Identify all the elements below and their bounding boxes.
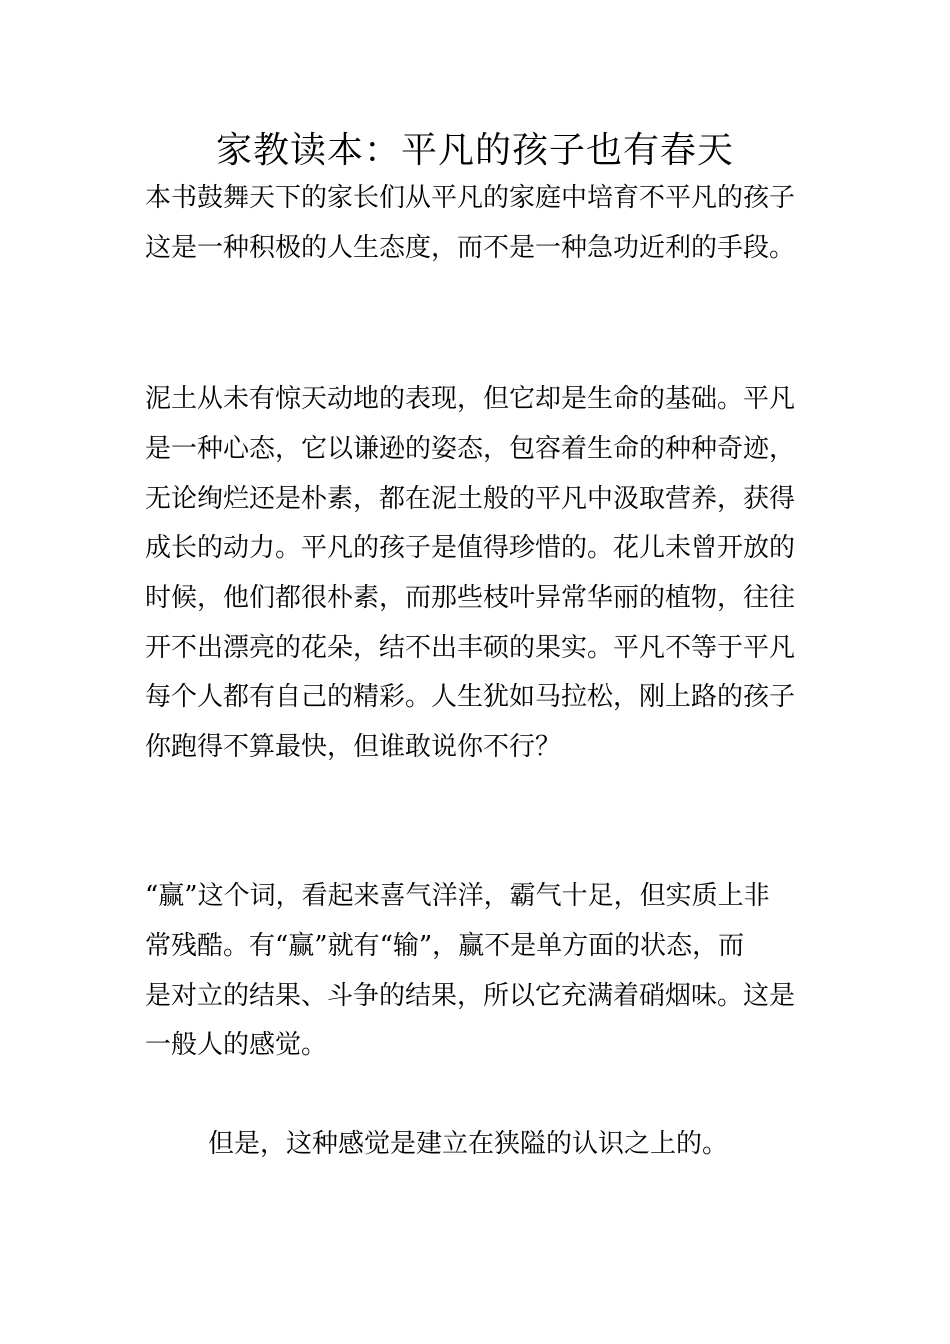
- text-line: 成长的动力。平凡的孩子是值得珍惜的。花儿未曾开放的: [145, 533, 796, 563]
- text-line: 但是，这种感觉是建立在狭隘的认识之上的。: [208, 1129, 729, 1159]
- text-line: 时候，他们都很朴素，而那些枝叶异常华丽的植物，往往: [145, 583, 796, 613]
- text-line: 常残酷。有“赢”就有“输”，赢不是单方面的状态，而: [145, 931, 745, 961]
- text-line: 开不出漂亮的花朵，结不出丰硕的果实。平凡不等于平凡: [145, 633, 796, 663]
- text-line: 本书鼓舞天下的家长们从平凡的家庭中培育不平凡的孩子: [145, 183, 796, 213]
- text-line: 每个人都有自己的精彩。人生犹如马拉松，刚上路的孩子: [145, 682, 796, 712]
- text-line: 你跑得不算最快，但谁敢说你不行？: [145, 732, 562, 762]
- text-line: 一般人的感觉。: [145, 1030, 328, 1060]
- text-line: 是对立的结果、斗争的结果，所以它充满着硝烟味。这是: [145, 981, 796, 1011]
- text-line: 泥土从未有惊天动地的表现，但它却是生命的基础。平凡: [145, 384, 796, 414]
- text-line: “赢”这个词，看起来喜气洋洋，霸气十足，但实质上非: [145, 881, 770, 911]
- text-line: 是一种心态，它以谦逊的姿态，包容着生命的种种奇迹，: [145, 434, 796, 464]
- text-line: 这是一种积极的人生态度，而不是一种急功近利的手段。: [145, 233, 796, 263]
- text-line: 无论绚烂还是朴素，都在泥土般的平凡中汲取营养，获得: [145, 484, 796, 514]
- page-title: 家教读本：平凡的孩子也有春天: [215, 130, 734, 171]
